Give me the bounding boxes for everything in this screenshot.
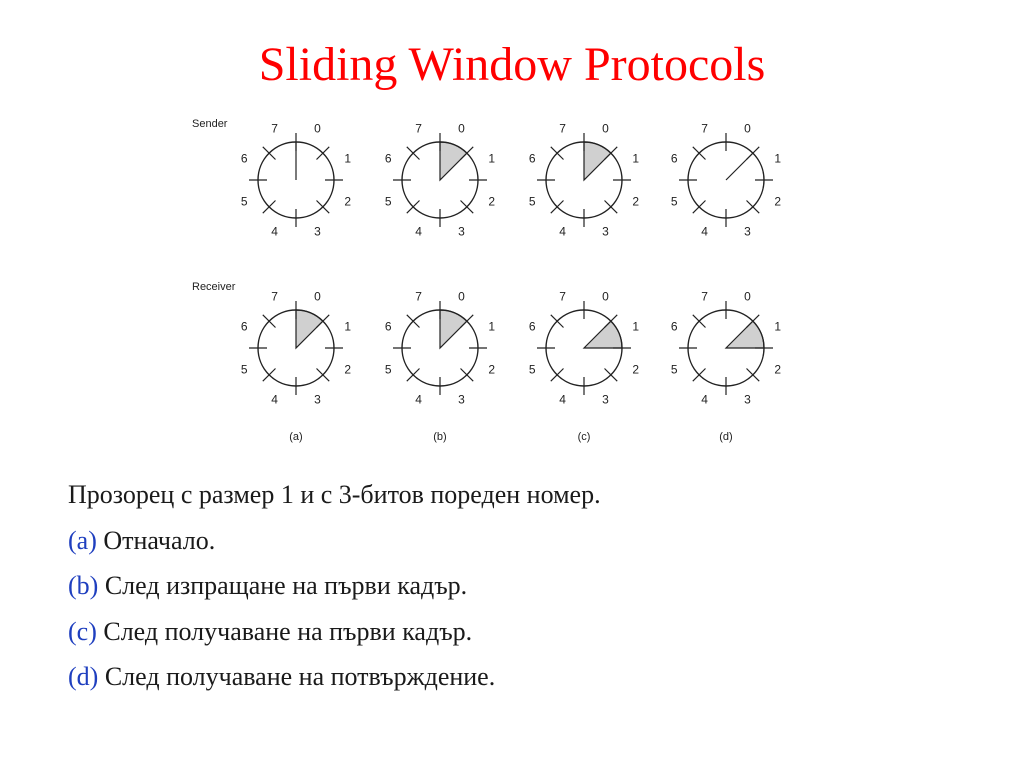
sender-dial-c-seq-label-6: 6 xyxy=(528,151,536,166)
sender-dial-d-seq-label-3: 3 xyxy=(744,224,751,239)
receiver-dial-d xyxy=(671,289,781,406)
sender-dial-b-seq-label-4: 4 xyxy=(415,224,422,239)
item-a-text: Отначало. xyxy=(103,525,216,555)
sender-dial-d-seq-label-5: 5 xyxy=(670,194,678,209)
sender-dial-d xyxy=(671,121,781,238)
item-b-text: След изпращане на първи кадър. xyxy=(104,571,468,600)
receiver-dial-c-seq-label-7: 7 xyxy=(559,289,566,304)
sender-dial-d-seq-label-7: 7 xyxy=(701,121,708,136)
item-a xyxy=(68,518,968,564)
sender-dial-c-seq-label-5: 5 xyxy=(528,194,536,209)
receiver-dial-a-seq-label-0: 0 xyxy=(314,289,321,304)
sender-dial-c-seq-label-1: 1 xyxy=(632,151,640,166)
sender-dial-b-seq-label-6: 6 xyxy=(384,151,392,166)
slide-title: Sliding Window Protocols xyxy=(258,38,766,91)
sender-dial-a-seq-label-2: 2 xyxy=(344,194,352,209)
caption-d: (d) xyxy=(719,431,733,443)
receiver-dial-a-seq-label-6: 6 xyxy=(240,319,248,334)
receiver-label: Receiver xyxy=(192,281,236,293)
receiver-dial-d-seq-label-0: 0 xyxy=(744,289,751,304)
sender-dial-b-seq-label-0: 0 xyxy=(458,121,465,136)
receiver-dial-c-window-sector xyxy=(584,321,622,348)
sender-dial-b-window-sector xyxy=(440,142,467,180)
receiver-dial-b-seq-label-6: 6 xyxy=(384,319,392,334)
caption-a: (a) xyxy=(289,431,303,443)
receiver-dial-a-seq-label-2: 2 xyxy=(344,362,352,377)
receiver-dial-c-seq-label-5: 5 xyxy=(528,362,536,377)
sender-dial-a-seq-label-6: 6 xyxy=(240,151,248,166)
receiver-dial-c-seq-label-3: 3 xyxy=(602,392,609,407)
receiver-dial-c-seq-label-4: 4 xyxy=(559,392,566,407)
sender-dial-b-seq-label-3: 3 xyxy=(458,224,465,239)
receiver-dial-d-seq-label-6: 6 xyxy=(670,319,678,334)
sender-dial-b-seq-label-5: 5 xyxy=(384,194,392,209)
sender-dial-d-seq-label-0: 0 xyxy=(744,121,751,136)
sender-dial-a-seq-label-0: 0 xyxy=(314,121,321,136)
receiver-dial-b-window-sector xyxy=(440,310,467,348)
item-b xyxy=(68,563,968,609)
sender-dial-c-seq-label-2: 2 xyxy=(632,194,640,209)
sender-dial-a xyxy=(241,121,351,238)
receiver-dial-a xyxy=(241,289,351,406)
item-d xyxy=(68,654,968,700)
sender-dial-b xyxy=(385,121,495,238)
item-c-label: (c) xyxy=(68,616,97,646)
receiver-dial-a-seq-label-1: 1 xyxy=(344,319,352,334)
receiver-dial-d-seq-label-5: 5 xyxy=(670,362,678,377)
sender-dial-c-seq-label-0: 0 xyxy=(602,121,609,136)
sender-dial-c-seq-label-3: 3 xyxy=(602,224,609,239)
receiver-dial-b-seq-label-1: 1 xyxy=(488,319,496,334)
sender-label: Sender xyxy=(192,118,228,130)
receiver-dial-d-seq-label-2: 2 xyxy=(774,362,782,377)
receiver-dial-b-seq-label-7: 7 xyxy=(415,289,422,304)
sender-dial-b-seq-label-1: 1 xyxy=(488,151,496,166)
intro-line: Прозорец с размер 1 и с 3-битов пореден номер. xyxy=(68,480,601,509)
sender-dial-c xyxy=(529,121,639,238)
receiver-dial-a-window-sector xyxy=(296,310,323,348)
receiver-dial-a-seq-label-3: 3 xyxy=(314,392,321,407)
sender-dial-d-seq-label-1: 1 xyxy=(774,151,782,166)
caption-c: (c) xyxy=(577,431,591,443)
receiver-dial-c-seq-label-0: 0 xyxy=(602,289,609,304)
receiver-dial-c-seq-label-2: 2 xyxy=(632,362,640,377)
receiver-dial-c-seq-label-6: 6 xyxy=(528,319,536,334)
receiver-dial-d-seq-label-3: 3 xyxy=(744,392,751,407)
receiver-dial-b-seq-label-2: 2 xyxy=(488,362,496,377)
receiver-dial-d-seq-label-1: 1 xyxy=(774,319,782,334)
sender-dial-d-seq-label-6: 6 xyxy=(670,151,678,166)
sender-dial-b-seq-label-2: 2 xyxy=(488,194,496,209)
sender-dial-c-seq-label-4: 4 xyxy=(559,224,566,239)
receiver-dial-b xyxy=(385,289,495,406)
item-b-label: (b) xyxy=(68,571,99,600)
receiver-dial-a-seq-label-5: 5 xyxy=(240,362,248,377)
receiver-dial-c xyxy=(529,289,639,406)
receiver-dial-a-seq-label-7: 7 xyxy=(271,289,278,304)
item-c xyxy=(68,609,968,655)
sender-dial-a-seq-label-7: 7 xyxy=(271,121,278,136)
receiver-dial-b-seq-label-3: 3 xyxy=(458,392,465,407)
receiver-dial-b-seq-label-4: 4 xyxy=(415,392,422,407)
sender-dial-a-seq-label-4: 4 xyxy=(271,224,278,239)
receiver-dial-a-seq-label-4: 4 xyxy=(271,392,278,407)
receiver-dial-b-seq-label-0: 0 xyxy=(458,289,465,304)
item-d-label: (d) xyxy=(68,662,99,691)
item-d-text: След получаване на потвърждение. xyxy=(104,662,496,691)
item-c-text: След получаване на първи кадър. xyxy=(103,616,473,646)
sender-dial-a-seq-label-1: 1 xyxy=(344,151,352,166)
item-a-label: (a) xyxy=(68,525,97,555)
sender-dial-a-seq-label-5: 5 xyxy=(240,194,248,209)
slide-body xyxy=(68,472,968,700)
receiver-dial-c-seq-label-1: 1 xyxy=(632,319,640,334)
receiver-dial-d-window-sector xyxy=(726,321,764,348)
sender-dial-d-seq-label-2: 2 xyxy=(774,194,782,209)
caption-b: (b) xyxy=(433,431,447,443)
sender-dial-a-seq-label-3: 3 xyxy=(314,224,321,239)
sender-dial-b-seq-label-7: 7 xyxy=(415,121,422,136)
receiver-dial-d-seq-label-4: 4 xyxy=(701,392,708,407)
receiver-dial-b-seq-label-5: 5 xyxy=(384,362,392,377)
receiver-dial-d-seq-label-7: 7 xyxy=(701,289,708,304)
sender-dial-d-seq-label-4: 4 xyxy=(701,224,708,239)
sender-dial-c-seq-label-7: 7 xyxy=(559,121,566,136)
sender-dial-d-window-line xyxy=(726,153,753,180)
sender-dial-c-window-sector xyxy=(584,142,611,180)
